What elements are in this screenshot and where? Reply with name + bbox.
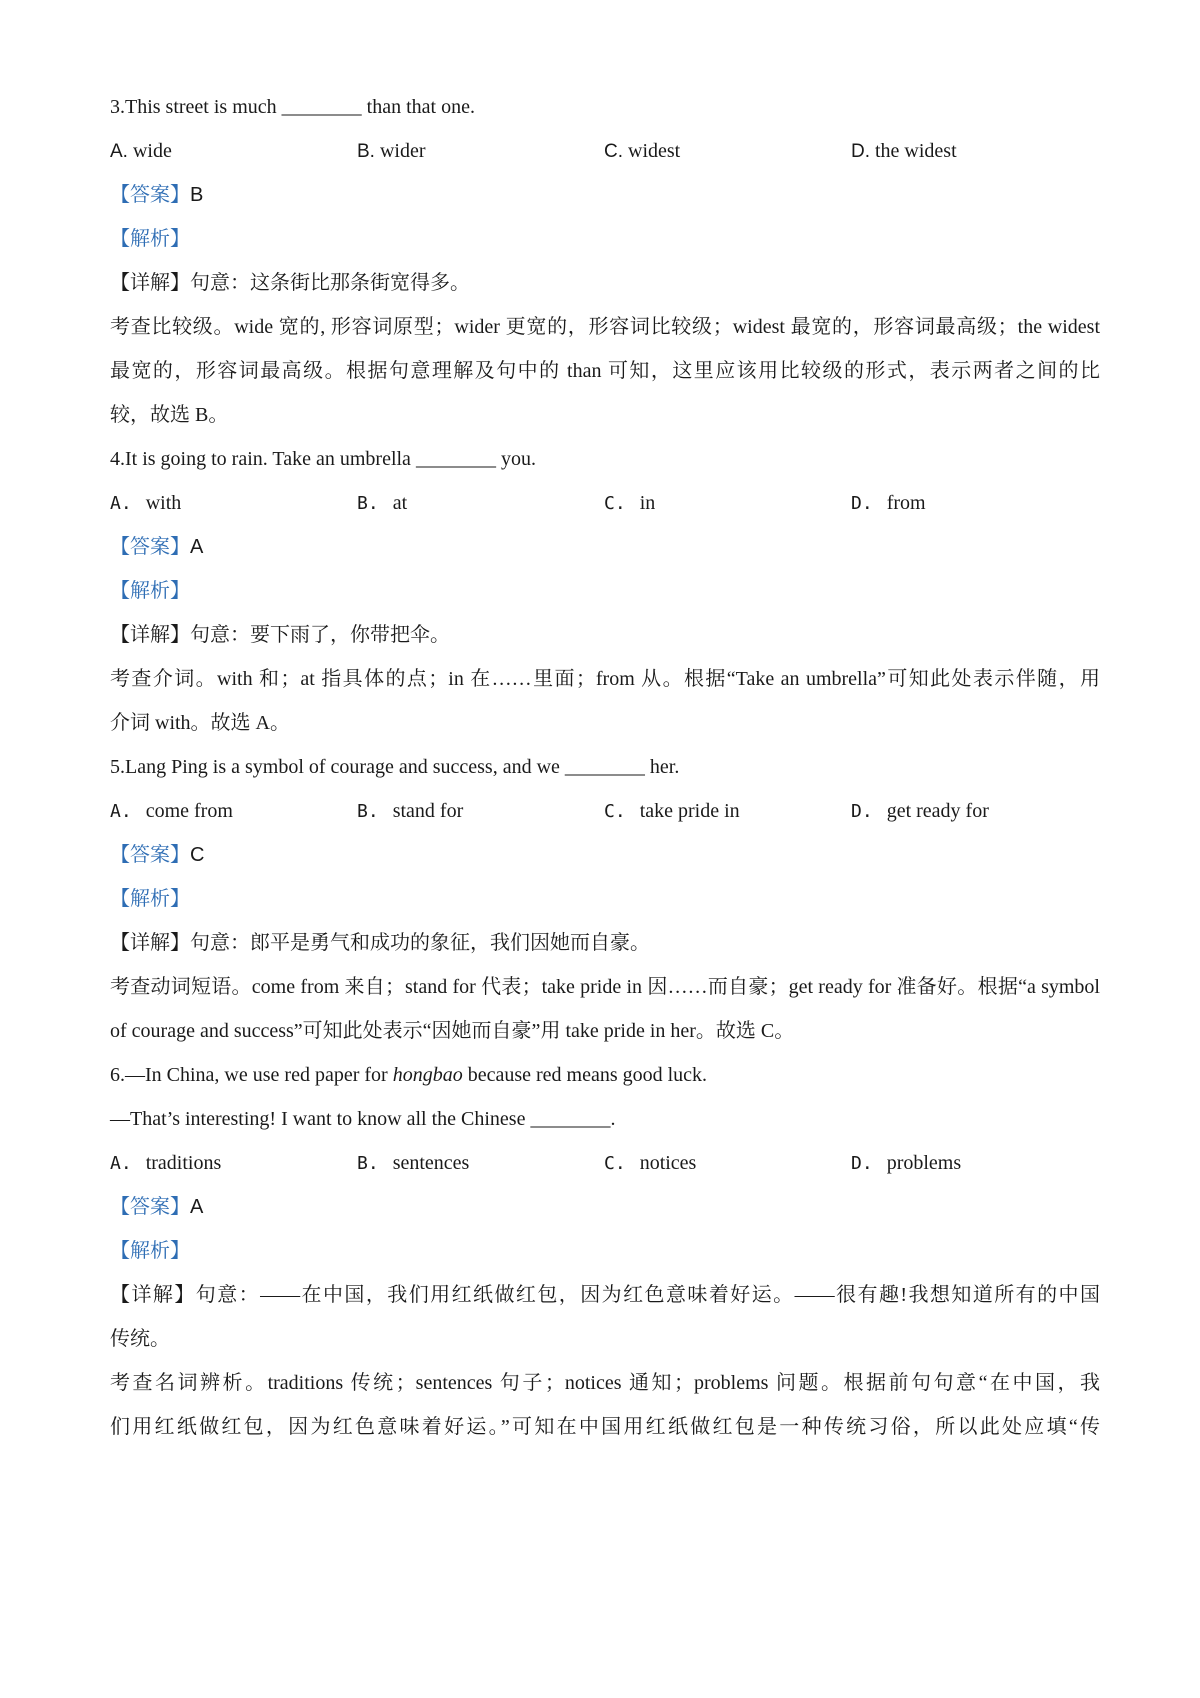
question-6-explanation-line-1: 考查名词辨析。traditions 传统；sentences 句子；notices 通知；problems 问题。根据前句句意“在中国，我 (110, 1372, 1100, 1394)
answer-tag: 【答案】 (110, 1196, 190, 1218)
question-5-explanation-line-1: 考查动词短语。come from 来自；stand for 代表；take pride in 因……而自豪；get ready for 准备好。根据“a symbol (110, 976, 1100, 998)
question-6-option-c: C. notices (604, 1152, 697, 1174)
question-3-option-b: B. wider (357, 140, 426, 162)
question-4-detail: 【详解】句意：要下雨了，你带把伞。 (110, 624, 450, 646)
question-3-option-c: C. widest (604, 140, 681, 162)
question-6-stem: 6.—In China, we use red paper for hongbao because red means good luck. (110, 1064, 708, 1086)
question-6-option-a: A. traditions (110, 1152, 222, 1174)
question-6-detail: 【详解】句意：——在中国，我们用红纸做红包，因为红色意味着好运。——很有趣!我想知道所有的中国 (110, 1284, 1100, 1306)
question-4-analysis-tag: 【解析】 (110, 580, 190, 602)
question-6-option-d: D. problems (851, 1152, 962, 1174)
answer-tag: 【答案】 (110, 184, 190, 206)
question-6-analysis-tag: 【解析】 (110, 1240, 190, 1262)
question-6-option-b: B. sentences (357, 1152, 470, 1174)
question-5-option-a: A. come from (110, 800, 233, 822)
question-5-explanation-line-2: of courage and success”可知此处表示“因她而自豪”用 take pride in her。故选 C。 (110, 1020, 795, 1042)
question-4-option-a: A. with (110, 492, 182, 514)
question-3-option-d: D. the widest (851, 140, 957, 162)
question-5-answer: 【答案】C (110, 844, 205, 866)
question-4-option-d: D. from (851, 492, 926, 514)
question-6-stem-line-2: —That’s interesting! I want to know all the Chinese ________. (110, 1108, 616, 1130)
question-3-explanation-line-1: 考查比较级。wide 宽的, 形容词原型；wider 更宽的，形容词比较级；widest 最宽的，形容词最高级；the widest (110, 316, 1100, 338)
question-5-analysis-tag: 【解析】 (110, 888, 190, 910)
question-5-option-c: C. take pride in (604, 800, 740, 822)
answer-tag: 【答案】 (110, 844, 190, 866)
question-3-explanation-line-2: 最宽的，形容词最高级。根据句意理解及句中的 than 可知，这里应该用比较级的形式，表示两者之间的比 (110, 360, 1100, 382)
question-6-detail-line-2: 传统。 (110, 1328, 170, 1350)
question-5-stem: 5.Lang Ping is a symbol of courage and success, and we ________ her. (110, 756, 680, 778)
question-3-option-a: A. wide (110, 140, 172, 162)
question-4-explanation-line-2: 介词 with。故选 A。 (110, 712, 290, 734)
answer-tag: 【答案】 (110, 536, 190, 558)
question-4-stem: 4.It is going to rain. Take an umbrella ________ you. (110, 448, 536, 470)
question-5-option-b: B. stand for (357, 800, 464, 822)
question-4-option-b: B. at (357, 492, 408, 514)
question-4-explanation-line-1: 考查介词。with 和；at 指具体的点；in 在……里面；from 从。根据“Take an umbrella”可知此处表示伴随，用 (110, 668, 1100, 690)
question-6-explanation-line-2: 们用红纸做红包，因为红色意味着好运。”可知在中国用红纸做红包是一种传统习俗，所以此处应填“传 (110, 1416, 1100, 1438)
question-3-explanation-line-3: 较，故选 B。 (110, 404, 229, 426)
question-6-answer: 【答案】A (110, 1196, 204, 1218)
question-3-stem: 3.This street is much ________ than that one. (110, 96, 475, 118)
question-5-option-d: D. get ready for (851, 800, 989, 822)
question-3-answer: 【答案】B (110, 184, 204, 206)
question-3-detail: 【详解】句意：这条街比那条街宽得多。 (110, 272, 470, 294)
question-3-analysis-tag: 【解析】 (110, 228, 190, 250)
question-4-answer: 【答案】A (110, 536, 204, 558)
question-5-detail: 【详解】句意：郎平是勇气和成功的象征，我们因她而自豪。 (110, 932, 650, 954)
question-4-option-c: C. in (604, 492, 656, 514)
